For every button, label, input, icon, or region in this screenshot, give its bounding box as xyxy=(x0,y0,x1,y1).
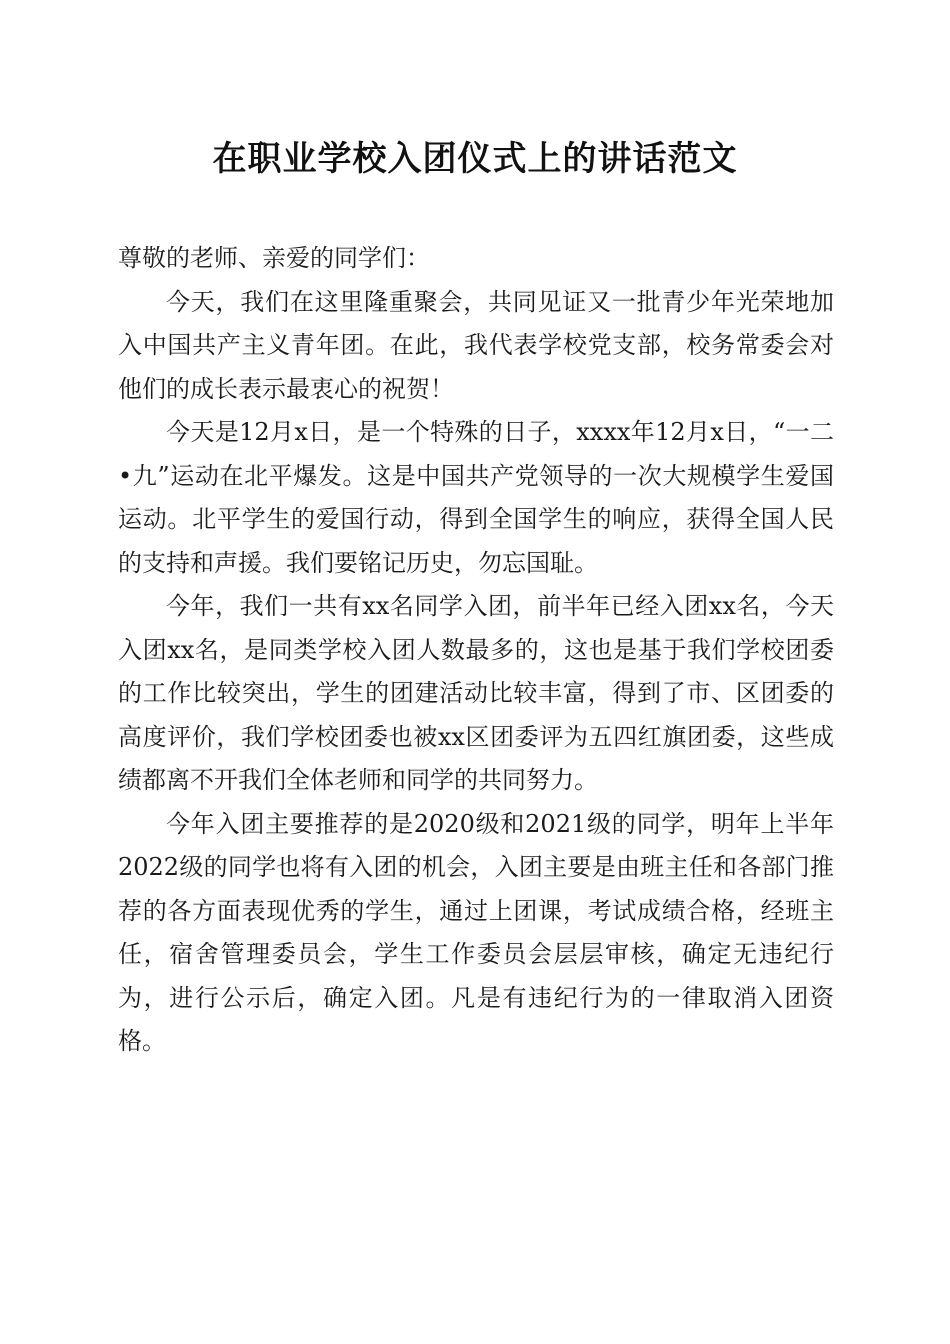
paragraph-1: 今天，我们在这里隆重聚会，共同见证又一批青少年光荣地加入中国共产主义青年团。在此，我代表学校党支部，校务常委会对他们的成长表示最衷心的祝贺！ xyxy=(118,287,834,403)
salutation: 尊敬的老师、亲爱的同学们： xyxy=(118,244,430,272)
paragraph-2: 今天是12月x日，是一个特殊的日子，xxxx年12月x日，“一二•九”运动在北平爆发。这是中国共产党领导的一次大规模学生爱国运动。北平学生的爱国行动，得到全国学生的响应，获得全国人民的支持和声援。我们要铭记历史，勿忘国耻。 xyxy=(118,418,834,577)
paragraph-3: 今年，我们一共有xx名同学入团，前半年已经入团xx名，今天入团xx名，是同类学校入团人数最多的，这也是基于我们学校团委的工作比较突出，学生的团建活动比较丰富，得到了市、区团委的高度评价，我们学校团委也被xx区团委评为五四红旗团委，这些成绩都离不开我们全体老师和同学的共同努力。 xyxy=(118,592,834,794)
paragraph-4: 今年入团主要推荐的是2020级和2021级的同学，明年上半年2022级的同学也将有入团的机会，入团主要是由班主任和各部门推荐的各方面表现优秀的学生，通过上团课，考试成绩合格，经班主任，宿舍管理委员会，学生工作委员会层层审核，确定无违纪行为，进行公示后，确定入团。凡是有违纪行为的一律取消入团资格。 xyxy=(118,809,834,1055)
document-title: 在职业学校入团仪式上的讲话范文 xyxy=(212,139,738,179)
document-body xyxy=(118,237,834,1064)
